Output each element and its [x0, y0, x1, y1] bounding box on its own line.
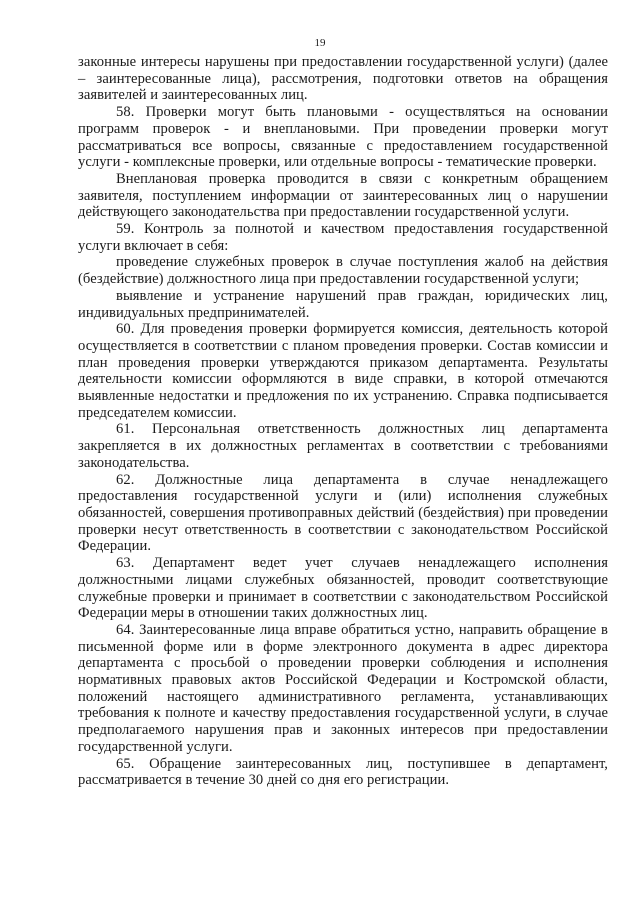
paragraph-59-item-1: проведение служебных проверок в случае поступления жалоб на действия (бездействие) должностного лица при предоставлении государственной услуги;	[78, 254, 608, 288]
page-number: 19	[314, 37, 326, 49]
paragraph-63: 63. Департамент ведет учет случаев ненадлежащего исполнения должностными лицами служебных обязанностей, проводит соответствующие служебные проверки и принимает в соответствии с законодательством Российской Федерации меры в отношении таких должностных лиц.	[78, 555, 608, 622]
paragraph-61: 61. Персональная ответственность должностных лиц департамента закрепляется в их должностных регламентах в соответствии с требованиями законодательства.	[78, 421, 608, 471]
paragraph-59: 59. Контроль за полнотой и качеством предоставления государственной услуги включает в себя:	[78, 221, 608, 254]
paragraph-continuation: законные интересы нарушены при предоставлении государственной услуги) (далее – заинтересованные лица), рассмотрения, подготовки ответов на обращения заявителей и заинтересованных лиц.	[78, 54, 608, 104]
paragraph-64: 64. Заинтересованные лица вправе обратиться устно, направить обращение в письменной форме или в форме электронного документа в адрес директора департамента с просьбой о проведении проверки соблюдения и исполнения нормативных правовых актов Российской Федерации и Костромской области, положений настоящего административного регламента, устанавливающих требования к полноте и качеству предоставления государственной услуги, в случае предполагаемого нарушения прав и законных интересов при предоставлении государственной услуги.	[78, 621, 608, 755]
paragraph-62: 62. Должностные лица департамента в случае ненадлежащего предоставления государственной услуги и (или) исполнения служебных обязанностей, совершения противоправных действий (бездействия) при проведении проверки несут ответственность в соответствии с законодательством Российской Федерации.	[78, 471, 608, 555]
paragraph-59-item-2: выявление и устранение нарушений прав граждан, юридических лиц, индивидуальных предпринимателей.	[78, 287, 608, 321]
paragraph-60: 60. Для проведения проверки формируется комиссия, деятельность которой осуществляется в соответствии с планом проведения проверки. Состав комиссии и план проведения проверки утверждаются приказом департамента. Результаты деятельности комиссии оформляются в виде справки, в которой отмечаются выявленные недостатки и предложения по их устранению. Справка подписывается председателем комиссии.	[78, 321, 608, 421]
paragraph-unplanned-inspection: Внеплановая проверка проводится в связи с конкретным обращением заявителя, поступлением информации от заинтересованных лиц о нарушении действующего законодательства при предоставлении государственной услуги.	[78, 170, 608, 221]
document-body	[78, 54, 608, 789]
paragraph-65: 65. Обращение заинтересованных лиц, поступившее в департамент, рассматривается в течение 30 дней со дня его регистрации.	[78, 755, 608, 789]
paragraph-58: 58. Проверки могут быть плановыми - осуществляться на основании программ проверок - и внеплановыми. При проведении проверки могут рассматриваться все вопросы, связанные с предоставлением государственной услуги - комплексные проверки, или отдельные вопросы - тематические проверки.	[78, 104, 608, 171]
